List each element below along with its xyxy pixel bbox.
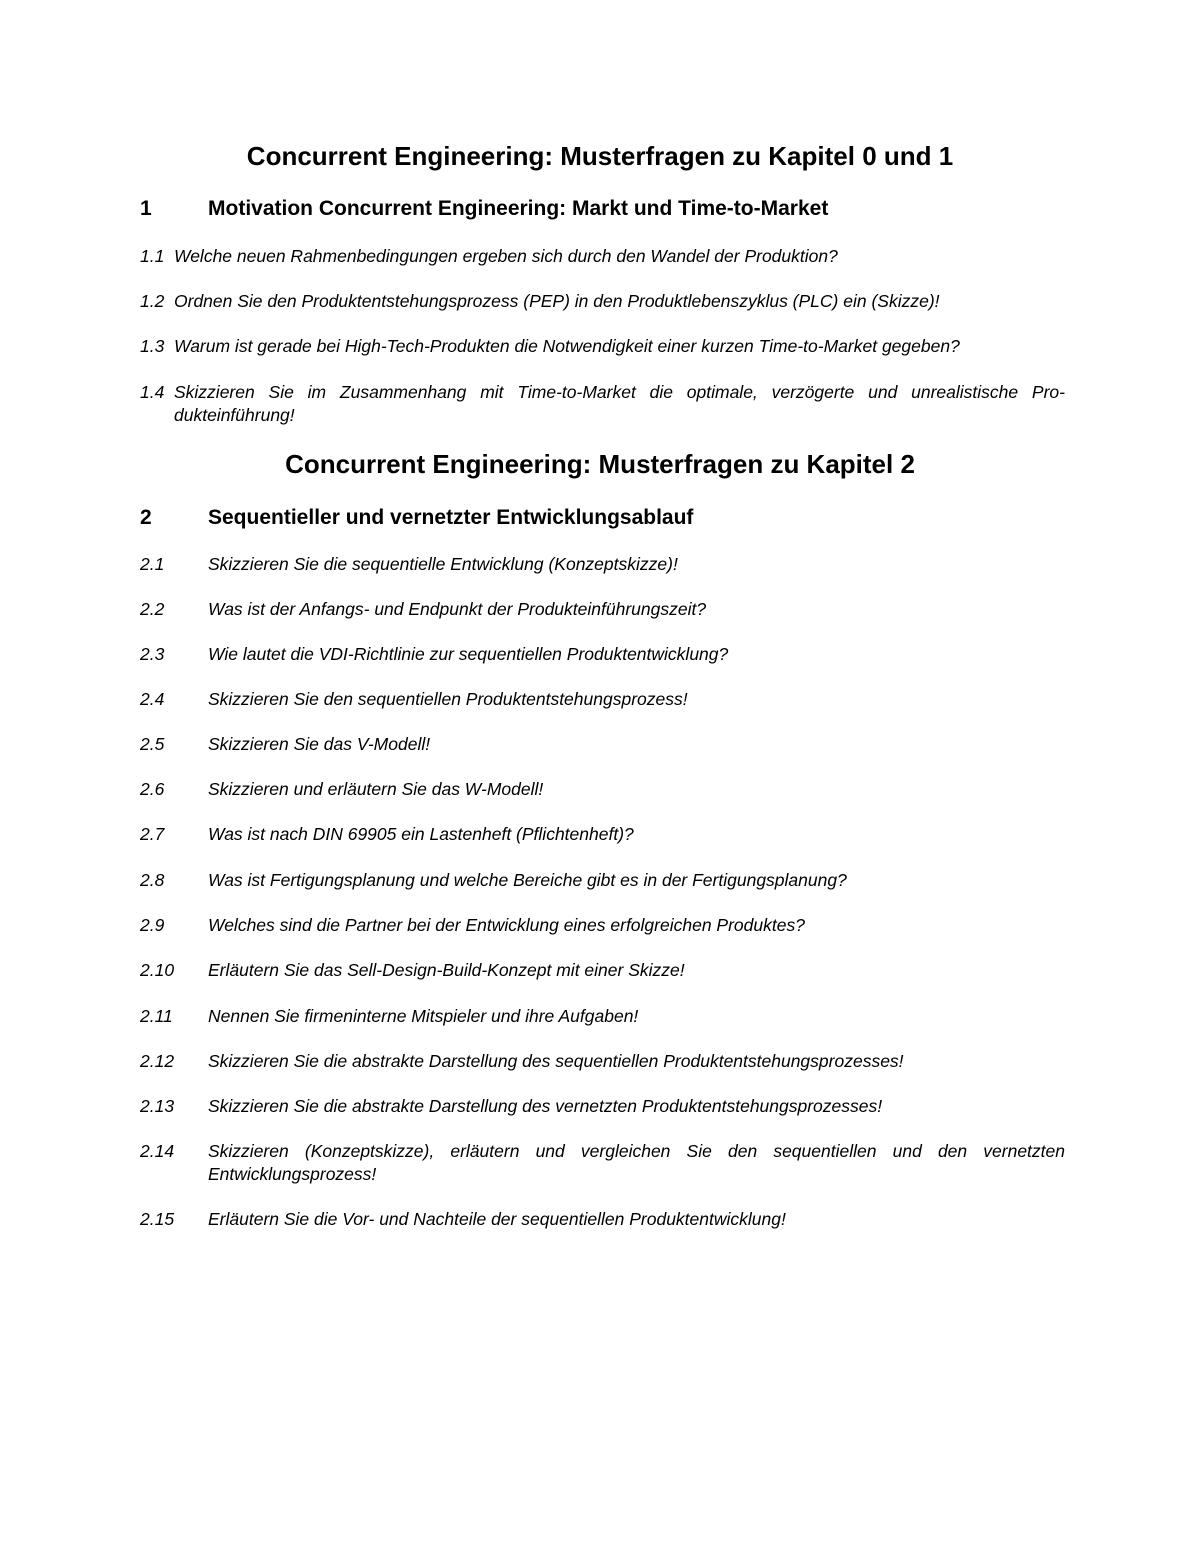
section-number: 2 [140,506,152,529]
question-item [140,290,1065,313]
question-text: Erläutern Sie das Sell-Design-Build-Konzept mit einer Skizze! [208,960,685,980]
question-number: 2.3 [140,644,165,664]
question-item [140,245,1065,268]
question-text: Was ist Fertigungsplanung und welche Bereiche gibt es in der Fertigungsplanung? [208,870,847,890]
question-item [140,869,1065,892]
question-item [140,1095,1065,1118]
question-number: 1.4 [140,382,165,402]
question-number: 2.2 [140,599,165,619]
question-text: Skizzieren Sie die abstrakte Darstellung des sequentiellen Produktentstehungsprozesses! [208,1051,904,1071]
question-number: 2.4 [140,689,165,709]
question-text: Was ist der Anfangs- und Endpunkt der Produkteinführungszeit? [208,599,707,619]
question-number: 1.1 [140,246,165,266]
page-title-chapter-0-1: Concurrent Engineering: Musterfragen zu Kapitel 0 und 1 [246,141,954,171]
question-number: 2.9 [140,915,165,935]
question-number: 2.10 [140,960,175,980]
section-number: 1 [140,197,152,220]
section-title: Sequentieller und vernetzter Entwicklungsablauf [208,506,694,529]
question-text: Nennen Sie firmeninterne Mitspieler und ihre Aufgaben! [208,1006,639,1026]
question-number: 2.7 [140,824,165,844]
question-item [140,643,1065,666]
question-number: 1.3 [140,336,165,356]
page-title-chapter-2: Concurrent Engineering: Musterfragen zu Kapitel 2 [285,449,915,479]
question-text: Warum ist gerade bei High-Tech-Produkten die Notwendigkeit einer kurzen Time-to-Market gegeben? [174,336,960,356]
question-text: Wie lautet die VDI-Richtlinie zur sequentiellen Produktentwicklung? [208,644,729,664]
question-item [140,598,1065,621]
question-text: Skizzieren Sie die abstrakte Darstellung des vernetzten Produktentstehungsprozesses! [208,1096,883,1116]
question-number: 2.11 [140,1006,173,1026]
question-text: Welche neuen Rahmenbedingungen ergeben sich durch den Wandel der Produktion? [174,246,838,266]
question-item [140,914,1065,937]
question-text: Skizzieren Sie den sequentiellen Produktentstehungsprozess! [208,689,688,709]
question-text: Skizzieren und erläutern Sie das W-Modell! [208,779,544,799]
question-text: Welches sind die Partner bei der Entwicklung eines erfolgreichen Produktes? [208,915,805,935]
question-text: Skizzieren Sie die sequentielle Entwicklung (Konzeptskizze)! [208,554,678,574]
question-number: 2.13 [140,1096,175,1116]
question-item [140,381,1065,427]
question-item [140,553,1065,576]
question-text: Ordnen Sie den Produktentstehungsprozess (PEP) in den Produktlebenszyklus (PLC) ein (Skizze)! [174,291,940,311]
question-item [140,1208,1065,1231]
question-number: 2.14 [140,1141,175,1161]
question-item [140,733,1065,756]
question-item [140,1050,1065,1073]
question-text: Skizzieren (Konzeptskizze), erläutern und vergleichen Sie den sequentiellen und den vernetzten Entwicklungsprozess! [208,1141,1065,1184]
section-title: Motivation Concurrent Engineering: Markt und Time-to-Market [208,197,829,220]
question-item [140,778,1065,801]
question-item [140,823,1065,846]
question-text: Skizzieren Sie das V-Modell! [208,734,431,754]
question-number: 2.12 [140,1051,175,1071]
question-item [140,959,1065,982]
question-number: 2.5 [140,734,165,754]
question-number: 2.8 [140,870,165,890]
question-item [140,688,1065,711]
question-item [140,1140,1065,1186]
question-number: 2.15 [140,1209,175,1229]
question-text: Was ist nach DIN 69905 ein Lastenheft (Pflichtenheft)? [208,824,634,844]
question-text: Skizzieren Sie im Zusammenhang mit Time-to-Market die optimale, verzögerte und unrealistische Pro-dukteinführung! [174,382,1065,425]
question-number: 2.6 [140,779,165,799]
question-number: 1.2 [140,291,165,311]
question-item [140,335,1065,358]
question-text: Erläutern Sie die Vor- und Nachteile der sequentiellen Produktentwicklung! [208,1209,786,1229]
question-item [140,1005,1065,1028]
question-number: 2.1 [140,554,165,574]
